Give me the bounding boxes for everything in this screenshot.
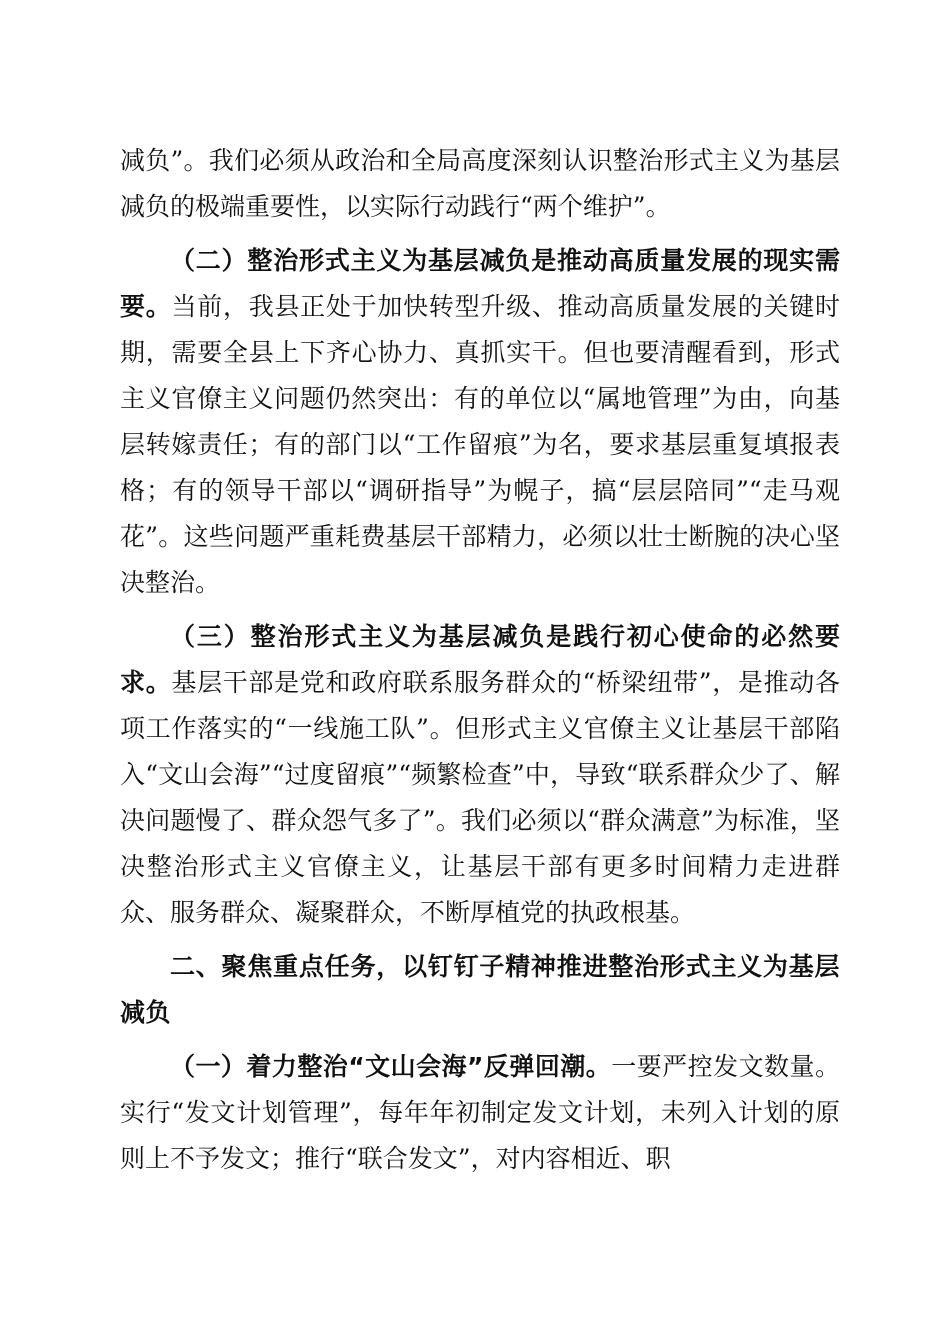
section-3-body: 基层干部是党和政府联系服务群众的“桥梁纽带”，是推动各项工作落实的“一线施工队”。但形式主义官僚主义让基层干部陷入“文山会海”“过度留痕”“频繁检查”中，导致“联系群众少了、解决问题慢了、群众怨气多了”。我们必须以“群众满意”为标准，坚决整治形式主义官僚主义，让基层干部有更多时间精力走进群众、服务群众、凝聚群众，不断厚植党的执政根基。 [120, 668, 840, 927]
section-2-body: 当前，我县正处于加快转型升级、推动高质量发展的关键时期，需要全县上下齐心协力、真抓实干。但也要清醒看到，形式主义官僚主义问题仍然突出：有的单位以“属地管理”为由，向基层转嫁责任；有的部门以“工作留痕”为名，要求基层重复填报表格；有的领导干部以“调研指导”为幌子，搞“层层陪同”“走马观花”。这些问题严重耗费基层干部精力，必须以壮士断腕的决心坚决整治。 [120, 292, 840, 597]
section-3-lead: （三）整治形式主义为基层减负是践行初心使命的必然要求。 [120, 622, 840, 697]
continued-paragraph: 减负”。我们必须从政治和全局高度深刻认识整治形式主义为基层减负的极端重要性，以实际行动践行“两个维护”。 [120, 146, 840, 221]
paragraph-section-2 [120, 238, 840, 606]
section-2-lead: （二）整治形式主义为基层减负是推动高质量发展的现实需要。 [120, 246, 840, 321]
document-body [120, 138, 840, 1182]
task-1-body: 一要严控发文数量。实行“发文计划管理”，每年年初制定发文计划，未列入计划的原则上不予发文；推行“联合发文”，对内容相近、职 [120, 1052, 840, 1173]
paragraph-section-3 [120, 614, 840, 936]
heading-part-2: 二、聚焦重点任务，以钉钉子精神推进整治形式主义为基层减负 [120, 952, 840, 1027]
task-1-lead: （一）着力整治“文山会海”反弹回潮。 [170, 1052, 612, 1081]
paragraph-task-1 [120, 1044, 840, 1182]
